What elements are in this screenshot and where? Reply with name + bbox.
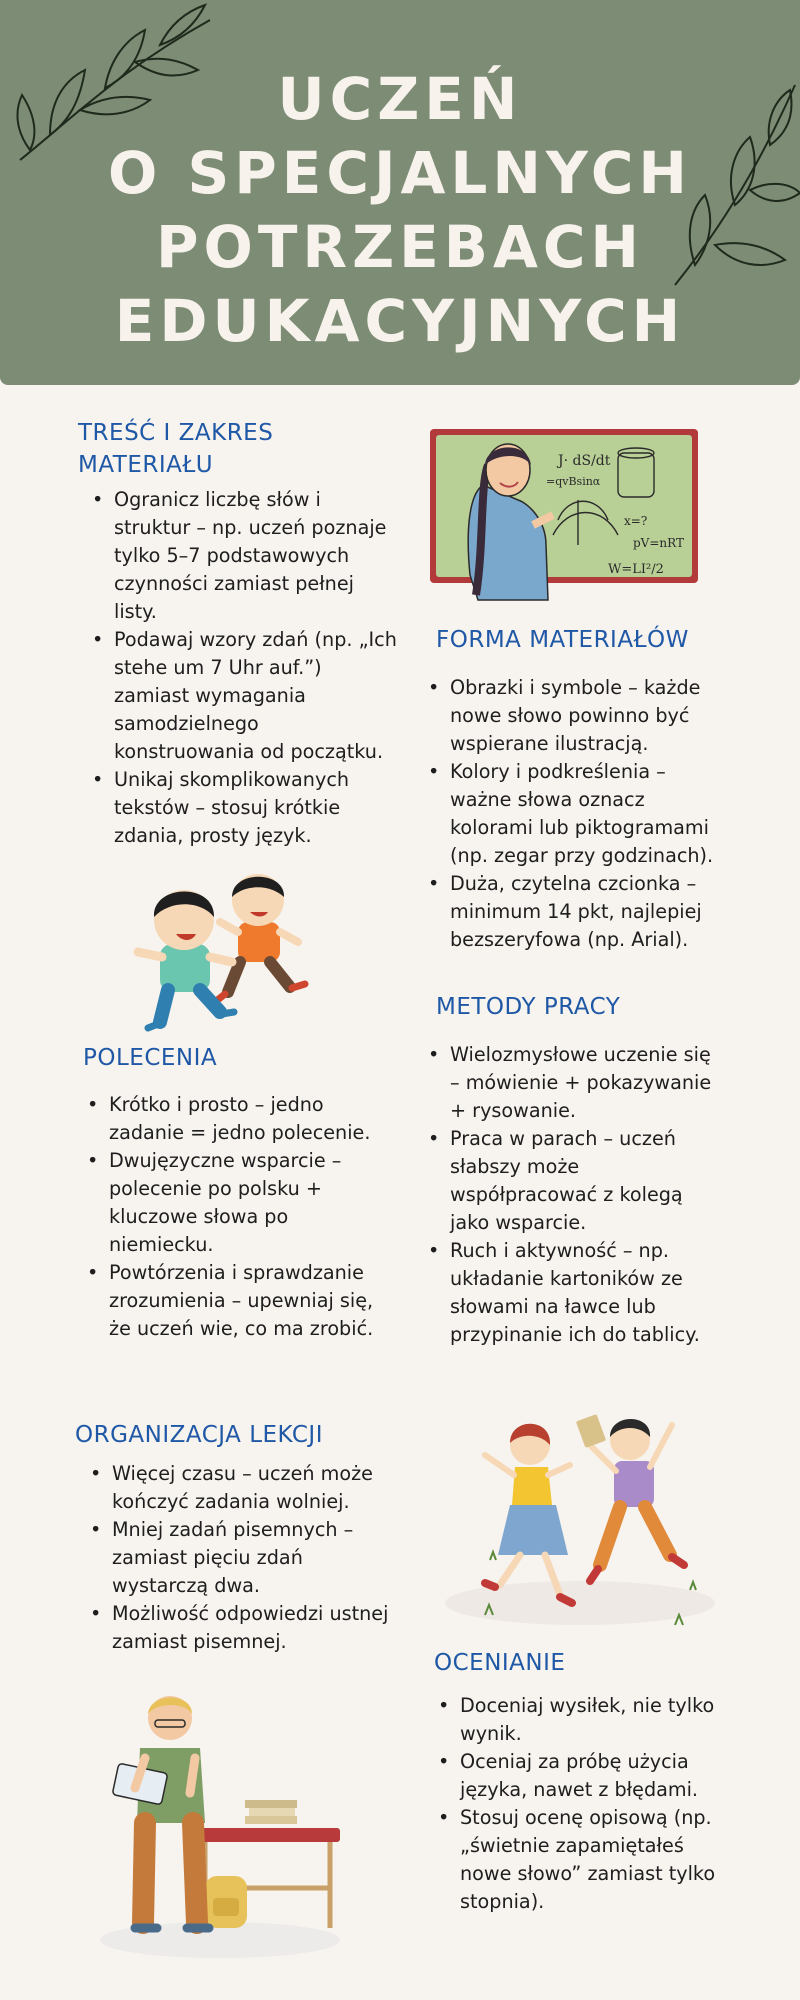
title-line: O SPECJALNYCH xyxy=(108,139,692,207)
list-item: • Duża, czytelna czcionka – minimum 14 pkt, najlepiej bezszeryfowa (np. Arial). xyxy=(414,870,724,954)
section-title-line: TREŚĆ I ZAKRES xyxy=(78,420,274,446)
list-item: • Krótko i prosto – jedno zadanie = jedno polecenie. xyxy=(73,1091,383,1147)
section-title-organizacja: ORGANIZACJA LEKCJI xyxy=(75,1422,323,1448)
title-line: EDUKACYJNYCH xyxy=(114,287,686,355)
tresc-list xyxy=(78,486,398,850)
ocenianie-list xyxy=(424,1692,734,1916)
page-title xyxy=(0,62,800,358)
list-item: • Ruch i aktywność – np. układanie kartoników ze słowami na ławce lub przypinanie ich do tablicy. xyxy=(414,1237,724,1349)
list-item: • Możliwość odpowiedzi ustnej zamiast pisemnej. xyxy=(76,1600,396,1656)
list-item: • Doceniaj wysiłek, nie tylko wynik. xyxy=(424,1692,734,1748)
polecenia-list xyxy=(73,1091,383,1343)
organizacja-list xyxy=(76,1460,396,1656)
list-item: • Praca w parach – uczeń słabszy może współpracować z kolegą jako wsparcie. xyxy=(414,1125,724,1237)
list-item: • Więcej czasu – uczeń może kończyć zadania wolniej. xyxy=(76,1460,396,1516)
svg-text:x=?: x=? xyxy=(624,514,648,528)
list-item: • Wielozmysłowe uczenie się – mówienie + pokazywanie + rysowanie. xyxy=(414,1041,724,1125)
teacher-at-chalkboard-icon xyxy=(428,425,700,605)
section-title-forma: FORMA MATERIAŁÓW xyxy=(436,627,689,653)
list-item: • Obrazki i symbole – każde nowe słowo powinno być wspierane ilustracją. xyxy=(414,674,724,758)
list-item: • Mniej zadań pisemnych – zamiast pięciu zdań wystarczą dwa. xyxy=(76,1516,396,1600)
man-with-laptop-icon xyxy=(95,1678,345,1963)
list-item: • Stosuj ocenę opisową (np. „świetnie zapamiętałeś nowe słowo” zamiast tylko stopnia). xyxy=(424,1804,734,1916)
forma-list xyxy=(414,674,724,954)
list-item: • Oceniaj za próbę użycia języka, nawet z błędami. xyxy=(424,1748,734,1804)
list-item: • Dwujęzyczne wsparcie – polecenie po polsku + kluczowe słowa po niemiecku. xyxy=(73,1147,383,1259)
section-title-polecenia: POLECENIA xyxy=(83,1045,218,1071)
svg-text:=qvBsinα: =qvBsinα xyxy=(546,475,601,488)
list-item: • Podawaj wzory zdań (np. „Ich stehe um 7 Uhr auf.”) zamiast wymagania samodzielnego konstruowania od początku. xyxy=(78,626,398,766)
section-title-metody: METODY PRACY xyxy=(436,994,621,1020)
list-item: • Ogranicz liczbę słów i struktur – np. uczeń poznaje tylko 5–7 podstawowych czynności zamiast pełnej listy. xyxy=(78,486,398,626)
svg-text:pV=nRT: pV=nRT xyxy=(633,536,684,550)
running-boys-icon xyxy=(120,862,340,1032)
section-title-line: MATERIAŁU xyxy=(78,452,214,478)
list-item: • Kolory i podkreślenia – ważne słowa oznacz kolorami lub piktogramami (np. zegar przy godzinach). xyxy=(414,758,724,870)
list-item: • Unikaj skomplikowanych tekstów – stosuj krótkie zdania, prosty język. xyxy=(78,766,398,850)
section-title-ocenianie: OCENIANIE xyxy=(434,1650,566,1676)
svg-text:W=LI²/2: W=LI²/2 xyxy=(608,562,664,577)
section-title-tresc xyxy=(78,417,273,481)
jumping-students-icon xyxy=(440,1405,720,1630)
metody-list xyxy=(414,1041,724,1349)
list-item: • Powtórzenia i sprawdzanie zrozumienia – upewniaj się, że uczeń wie, co ma zrobić. xyxy=(73,1259,383,1343)
svg-text:J· dS/dt: J· dS/dt xyxy=(558,453,611,469)
header-banner xyxy=(0,0,800,385)
title-line: POTRZEBACH xyxy=(156,213,644,281)
title-line: UCZEŃ xyxy=(277,65,523,133)
